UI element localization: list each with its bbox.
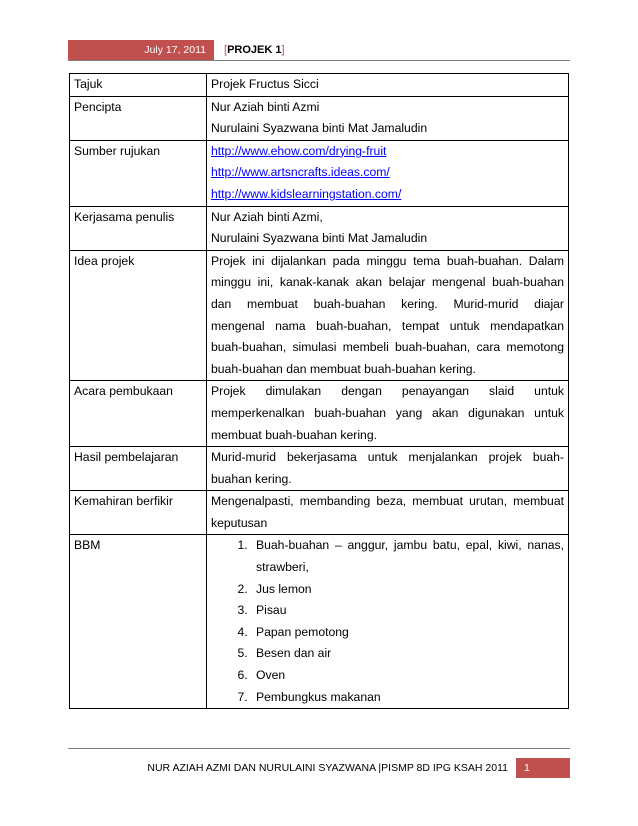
- text-line: keputusan: [211, 515, 268, 530]
- header-bracket-open: [: [224, 44, 228, 56]
- text-line: Nurulaini Syazwana binti Mat Jamaludin: [211, 121, 428, 136]
- list-item: 4. Papan pemotong: [251, 622, 564, 644]
- table-row-tajuk: [70, 74, 569, 97]
- row-label: Pencipta: [70, 96, 207, 140]
- text-line: Projek dimulakan dengan penayangan slaid untuk: [211, 384, 564, 399]
- table-row-pencipta: [70, 96, 569, 140]
- list-item: 3. Pisau: [251, 600, 564, 622]
- table-row-hasil: [70, 447, 569, 491]
- row-value: [207, 250, 569, 381]
- reference-link[interactable]: http://www.ehow.com/drying-fruit: [211, 143, 387, 158]
- text-line: memperkenalkan buah-buahan yang akan digunakan untuk: [211, 405, 564, 420]
- reference-link[interactable]: http://www.kidslearningstation.com/: [211, 186, 402, 201]
- row-label: Sumber rujukan: [70, 140, 207, 206]
- reference-link[interactable]: http://www.artsncrafts.ideas.com/: [211, 165, 390, 180]
- footer-rule: [68, 748, 570, 749]
- list-item: 5. Besen dan air: [251, 643, 564, 665]
- text-line: minggu ini, kanak-kanak akan belajar mengenal buah-buahan: [211, 275, 564, 290]
- row-value: [207, 535, 569, 709]
- table-row-sumber: [70, 140, 569, 206]
- page-footer: [68, 758, 570, 778]
- row-label: Kemahiran berfikir: [70, 491, 207, 535]
- text-line: buah-buahan, simulasi membeli buah-buahan, cara memotong: [211, 340, 564, 355]
- list-item: 6. Oven: [251, 665, 564, 687]
- list-item: 2. Jus lemon: [251, 579, 564, 601]
- text-line: dan membuat buah-buahan kering. Murid-murid diajar: [211, 296, 564, 311]
- page-number: 1: [516, 758, 570, 778]
- row-label: BBM: [70, 535, 207, 709]
- project-table: [69, 73, 569, 709]
- row-label: Acara pembukaan: [70, 381, 207, 447]
- text-line: mengenal nama buah-buahan, tempat untuk mendapatkan: [211, 318, 564, 333]
- list-item: 1. Buah-buahan – anggur, jambu batu, epal, kiwi, nanas, strawberi,: [251, 535, 564, 578]
- header-title: [224, 40, 285, 60]
- table-row-idea: [70, 250, 569, 381]
- list-item: 7. Pembungkus makanan: [251, 687, 564, 709]
- header-rule: [68, 60, 570, 61]
- header-title-text: PROJEK 1: [227, 44, 282, 56]
- row-value: [207, 491, 569, 535]
- table-row-kerjasama: [70, 206, 569, 250]
- row-value: [207, 447, 569, 491]
- row-label: Hasil pembelajaran: [70, 447, 207, 491]
- row-value: [207, 381, 569, 447]
- row-label: Tajuk: [70, 74, 207, 97]
- header-date: July 17, 2011: [68, 40, 214, 60]
- table-row-kemahiran: [70, 491, 569, 535]
- text-line: Projek ini dijalankan pada minggu tema buah-buahan. Dalam: [211, 253, 564, 268]
- materials-list: [211, 535, 564, 708]
- text-line: membuat buah-buahan kering.: [211, 427, 377, 442]
- row-label: Idea projek: [70, 250, 207, 381]
- header-bracket-close: ]: [281, 44, 285, 56]
- row-value: Projek Fructus Sicci: [207, 74, 569, 97]
- text-line: Nur Aziah binti Azmi: [211, 99, 320, 114]
- text-line: Nurulaini Syazwana binti Mat Jamaludin: [211, 231, 428, 246]
- text-line: Nur Aziah binti Azmi,: [211, 209, 323, 224]
- footer-text: NUR AZIAH AZMI DAN NURULAINI SYAZWANA |PISMP 8D IPG KSAH 2011: [147, 762, 508, 774]
- page-header: [68, 40, 570, 60]
- text-line: Mengenalpasti, membanding beza, membuat urutan, membuat: [211, 494, 564, 509]
- text-line: Murid-murid bekerjasama untuk menjalankan projek buah-: [211, 450, 564, 465]
- row-label: Kerjasama penulis: [70, 206, 207, 250]
- row-value: [207, 96, 569, 140]
- table-row-acara: [70, 381, 569, 447]
- text-line: buah-buahan dan membuat buah-buahan kering.: [211, 361, 476, 376]
- row-value: [207, 140, 569, 206]
- text-line: buahan kering.: [211, 471, 292, 486]
- row-value: [207, 206, 569, 250]
- table-row-bbm: [70, 535, 569, 709]
